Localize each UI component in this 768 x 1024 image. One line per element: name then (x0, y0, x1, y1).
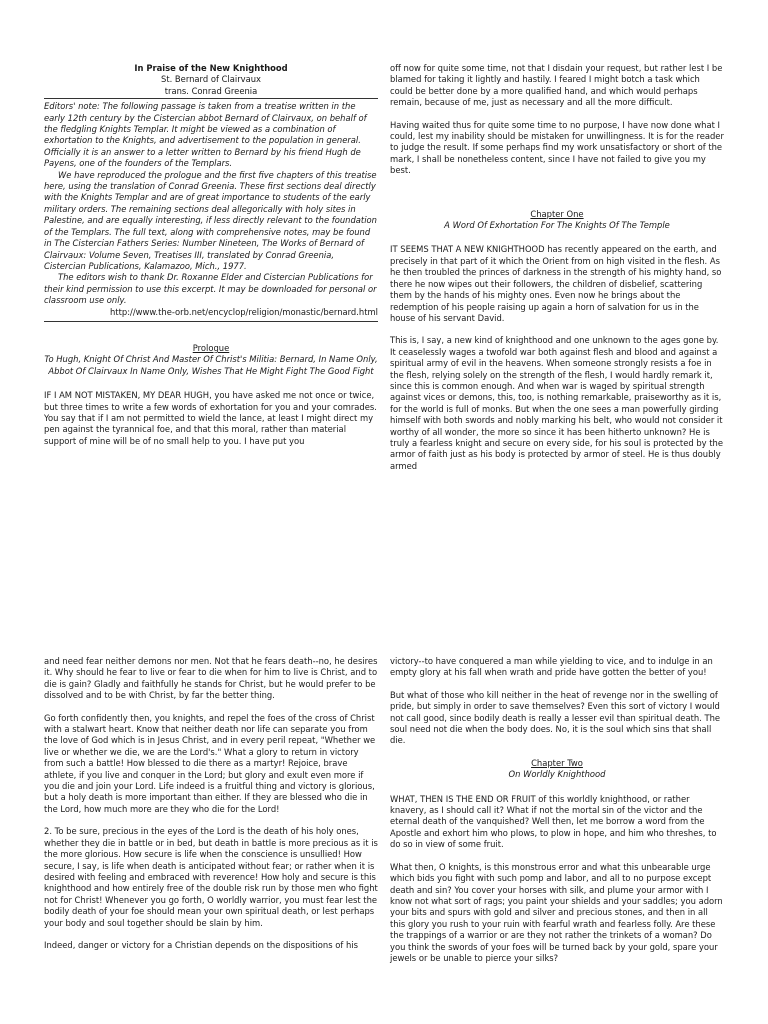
body-paragraph: What then, O knights, is this monstrous error and what this unbearable urge which bids you fight with such pomp and labor, and all to no purpose except death and sin? You cover your horses with silk, and plume your armor with I know not what sort of rags; you paint your shields and your saddles; you adorn your bits and spurs with gold and silver and precious stones, and then in all this glory you rush to your ruin with fearful wrath and fearless folly. Are these the trappings of a warrior or are they not rather the trinkets of a woman? Do you think the swords of your foes will be turned back by your gold, spare your jewels or be unable to pierce your silks? (390, 861, 723, 963)
document-title: In Praise of the New Knighthood (134, 63, 288, 73)
body-paragraph: off now for quite some time, not that I disdain your request, but rather lest I be blamed for taking it lightly and hastily. I feared I might botch a task which could be better done by a more qualified hand, and which would perhaps remain, because of me, just as necessary and all the more difficult. (390, 63, 723, 108)
page2-left-column (44, 656, 378, 962)
body-paragraph: This is, I say, a new kind of knighthood and one unknown to the ages gone by. It ceaselessly wages a twofold war both against flesh and blood and against a spiritual army of evil in the heavens. When someone strongly resists a foe in the flesh, relying solely on the strength of the flesh, I would hardly remark it, since this is common enough. And when war is waged by spiritual strength against vices or demons, this, too, is nothing remarkable, praiseworthy as it is, for the world is full of monks. But when the one sees a man powerfully girding himself with both swords and nobly marking his belt, who would not consider it worthy of all wonder, the more so since it has been hitherto unknown? He is truly a fearless knight and secure on every side, for his soul is protected by the armor of faith just as his body is protected by armor of steel. He is thus doubly armed (390, 335, 724, 471)
editors-note-paragraph: We have reproduced the prologue and the first five chapters of this treatise here, using the translation of Conrad Greenia. These first sections deal directly with the Knights Templar and are of great importance to students of the early military orders. The remaining sections deal allegorically with holy sites in Palestine, and are equally interesting, if less directly relevant to the foundation of the Templars. The full text, along with comprehensive notes, may be found in The Cistercian Fathers Series: Number Nineteen, The Works of Bernard of Clairvaux: Volume Seven, Treatises III, translated by Conrad Greenia, Cistercian Publications, Kalamazoo, Mich., 1977. (44, 169, 377, 271)
editors-note (44, 98, 378, 322)
page2-right-column (390, 656, 724, 975)
editors-note-paragraph: The editors wish to thank Dr. Roxanne Elder and Cistercian Publications for their kind permission to use this excerpt. It may be downloaded for personal or classroom use only. (44, 272, 377, 306)
prologue-subheading: To Hugh, Knight Of Christ And Master Of Christ's Militia: Bernard, In Name Only, Abbot Of Clairvaux In Name Only, Wishes That He Might Fight The Good Fight (44, 354, 378, 376)
page1-left-column (44, 63, 378, 458)
body-paragraph: 2. To be sure, precious in the eyes of the Lord is the death of his holy ones, whether they die in battle or in bed, but death in battle is more precious as it is the more glorious. How secure is life when the conscience is unsullied! How secure, I say, is life when death is anticipated without fear; or rather when it is desired with feeling and embraced with reverence! How holy and secure is this knighthood and how entirely free of the double risk run by those men who fight not for Christ! Whenever you go forth, O worldly warrior, you must fear lest the bodily death of your foe should mean your own spiritual death, or lest perhaps your body and soul together should be slain by him. (44, 826, 378, 928)
chapter-one-heading: Chapter One (530, 208, 584, 219)
body-paragraph: But what of those who kill neither in the heat of revenge nor in the swelling of pride, but simply in order to save themselves? Even this sort of victory I would not call good, since bodily death is really a lesser evil than spiritual death. The soul need not die when the body does. No, it is the soul which sins that shall die. (390, 689, 721, 746)
body-paragraph: WHAT, THEN IS THE END OR FRUIT of this worldly knighthood, or rather knavery, as I should call it? What if not the mortal sin of the victor and the eternal death of the vanquished? Well then, let me borrow a word from the Apostle and exhort him who plows, to plow in hope, and him who threshes, to do so in view of some fruit. (390, 793, 717, 850)
prologue-heading: Prologue (192, 342, 230, 353)
body-paragraph: IF I AM NOT MISTAKEN, MY DEAR HUGH, you have asked me not once or twice, but three times to write a few words of exhortation for you and your comrades. You say that if I am not permitted to wield the lance, at least I might direct my pen against the tyrannical foe, and that this moral, rather than material support of mine will be of no small help to you. I have put you (44, 390, 377, 446)
editors-note-paragraph: Editors' note: The following passage is taken from a treatise written in the early 12th century by the Cistercian abbot Bernard of Clairvaux, on behalf of the fledgling Knights Templar. It might be viewed as a combination of exhortation to the Knights, and advertisement to the population in general. Officially it is an answer to a letter written to Bernard by his friend Hugh de Payens, one of the founders of the Templars. (44, 101, 367, 169)
translator-line: trans. Conrad Greenia (164, 85, 258, 96)
page1-right-column (390, 63, 724, 483)
source-url-link[interactable]: http://www.the-orb.net/encyclop/religion/monastic/bernard.html (110, 306, 378, 317)
body-paragraph: Indeed, danger or victory for a Christian depends on the dispositions of his (44, 939, 358, 950)
author-line: St. Bernard of Clairvaux (161, 74, 261, 85)
chapter-one-subheading: A Word Of Exhortation For The Knights Of The Temple (444, 220, 670, 231)
body-paragraph: victory--to have conquered a man while yielding to vice, and to indulge in an empty glory at his fall when wrath and pride have gotten the better of you! (390, 656, 713, 678)
chapter-two-heading: Chapter Two (531, 757, 583, 768)
body-paragraph: Having waited thus for quite some time to no purpose, I have now done what I could, lest my inability should be mistaken for unwillingness. It is for the reader to judge the result. If some perhaps find my work unsatisfactory or short of the mark, I shall be nonetheless content, since I have not failed to give you my best. (390, 119, 724, 176)
body-paragraph: Go forth confidently then, you knights, and repel the foes of the cross of Christ with a stalwart heart. Know that neither death nor life can separate you from the love of God which is in Jesus Christ, and in every peril repeat, "Whether we live or whether we die, we are the Lord's." What a glory to return in victory from such a battle! How blessed to die there as a martyr! Rejoice, brave athlete, if you live and conquer in the Lord; but glory and exult even more if you die and join your Lord. Life indeed is a fruitful thing and victory is glorious, but a holy death is more important than either. If they are blessed who die in the Lord, how much more are they who die for the Lord! (44, 712, 376, 814)
body-paragraph: IT SEEMS THAT A NEW KNIGHTHOOD has recently appeared on the earth, and precisely in that part of it which the Orient from on high visited in the flesh. As he then troubled the princes of darkness in the strength of his mighty hand, so there he now wipes out their followers, the children of disbelief, scattering them by the hands of his mighty ones. Even now he brings about the redemption of his people raising up again a horn of salvation for us in the house of his servant David. (390, 244, 722, 323)
body-paragraph: and need fear neither demons nor men. Not that he fears death--no, he desires it. Why should he fear to live or fear to die when for him to live is Christ, and to die is gain? Gladly and faithfully he stands for Christ, but he would prefer to be dissolved and to be with Christ, by far the better thing. (44, 656, 378, 701)
chapter-two-subheading: On Worldly Knighthood (508, 769, 606, 780)
